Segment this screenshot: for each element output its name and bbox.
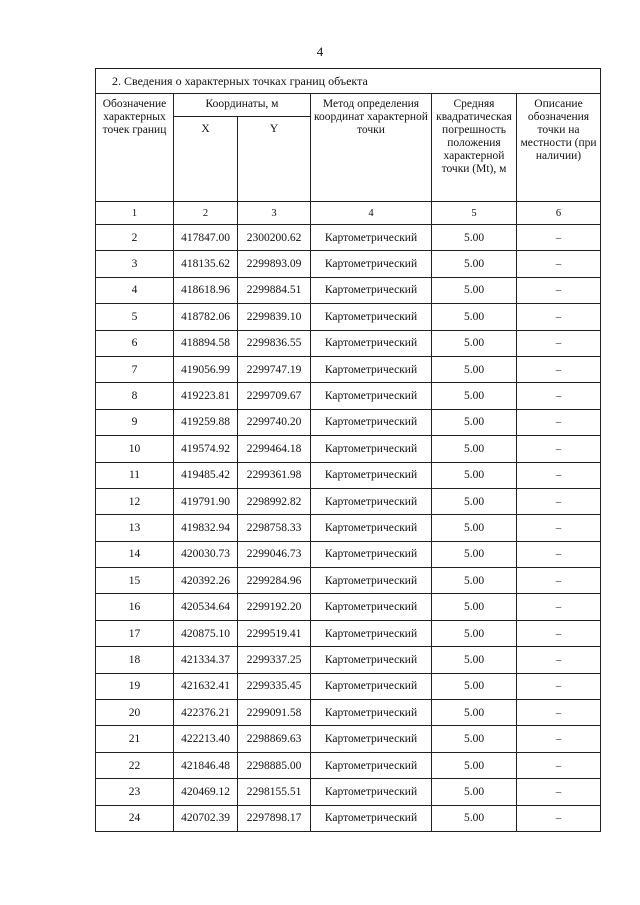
description-cell: – [517, 700, 601, 726]
table-row [96, 251, 601, 277]
table-row [96, 304, 601, 330]
description-cell: – [517, 515, 601, 541]
point-number-cell: 22 [96, 752, 174, 778]
coordinate-y-cell: 2298885.00 [238, 752, 311, 778]
error-cell: 5.00 [432, 726, 517, 752]
description-cell: – [517, 356, 601, 382]
column-number: 2 [174, 202, 238, 225]
header-designation: Обозначение характерных точек границ [96, 94, 174, 202]
coordinate-y-cell: 2298992.82 [238, 488, 311, 514]
header-error: Средняя квадратическая погрешность положения характерной точки (Mt), м [432, 94, 517, 202]
coordinate-x-cell: 417847.00 [174, 225, 238, 251]
point-number-cell: 17 [96, 620, 174, 646]
coordinate-y-cell: 2298155.51 [238, 779, 311, 805]
header-y: Y [238, 117, 311, 202]
method-cell: Картометрический [311, 620, 432, 646]
method-cell: Картометрический [311, 304, 432, 330]
table-row [96, 647, 601, 673]
description-cell: – [517, 805, 601, 831]
column-number: 6 [517, 202, 601, 225]
table-row [96, 700, 601, 726]
point-number-cell: 19 [96, 673, 174, 699]
error-cell: 5.00 [432, 330, 517, 356]
point-number-cell: 12 [96, 488, 174, 514]
coordinate-y-cell: 2300200.62 [238, 225, 311, 251]
error-cell: 5.00 [432, 225, 517, 251]
coordinate-y-cell: 2299284.96 [238, 568, 311, 594]
coordinate-x-cell: 421846.48 [174, 752, 238, 778]
method-cell: Картометрический [311, 330, 432, 356]
coordinate-y-cell: 2299464.18 [238, 436, 311, 462]
method-cell: Картометрический [311, 779, 432, 805]
table-row [96, 779, 601, 805]
table-row [96, 673, 601, 699]
coordinate-x-cell: 419223.81 [174, 383, 238, 409]
description-cell: – [517, 383, 601, 409]
error-cell: 5.00 [432, 779, 517, 805]
description-cell: – [517, 251, 601, 277]
description-cell: – [517, 594, 601, 620]
description-cell: – [517, 330, 601, 356]
coordinate-x-cell: 420469.12 [174, 779, 238, 805]
point-number-cell: 14 [96, 541, 174, 567]
coordinate-y-cell: 2299091.58 [238, 700, 311, 726]
coordinate-x-cell: 419485.42 [174, 462, 238, 488]
table-row [96, 515, 601, 541]
method-cell: Картометрический [311, 594, 432, 620]
table-row [96, 409, 601, 435]
coordinate-y-cell: 2299893.09 [238, 251, 311, 277]
description-cell: – [517, 462, 601, 488]
description-cell: – [517, 277, 601, 303]
point-number-cell: 11 [96, 462, 174, 488]
error-cell: 5.00 [432, 568, 517, 594]
column-number: 3 [238, 202, 311, 225]
description-cell: – [517, 620, 601, 646]
error-cell: 5.00 [432, 488, 517, 514]
description-cell: – [517, 488, 601, 514]
point-number-cell: 9 [96, 409, 174, 435]
coordinate-y-cell: 2299192.20 [238, 594, 311, 620]
table-row [96, 726, 601, 752]
point-number-cell: 2 [96, 225, 174, 251]
error-cell: 5.00 [432, 647, 517, 673]
error-cell: 5.00 [432, 805, 517, 831]
method-cell: Картометрический [311, 647, 432, 673]
description-cell: – [517, 779, 601, 805]
coordinate-x-cell: 422376.21 [174, 700, 238, 726]
coordinate-x-cell: 419791.90 [174, 488, 238, 514]
coordinate-x-cell: 419259.88 [174, 409, 238, 435]
error-cell: 5.00 [432, 277, 517, 303]
coordinate-x-cell: 420030.73 [174, 541, 238, 567]
coordinate-x-cell: 418894.58 [174, 330, 238, 356]
method-cell: Картометрический [311, 488, 432, 514]
method-cell: Картометрический [311, 541, 432, 567]
description-cell: – [517, 673, 601, 699]
coordinate-x-cell: 421334.37 [174, 647, 238, 673]
description-cell: – [517, 647, 601, 673]
error-cell: 5.00 [432, 752, 517, 778]
section-title: 2. Сведения о характерных точках границ объекта [96, 69, 601, 94]
description-cell: – [517, 726, 601, 752]
header-description: Описание обозначения точки на местности (при наличии) [517, 94, 601, 202]
description-cell: – [517, 409, 601, 435]
table-row [96, 462, 601, 488]
point-number-cell: 7 [96, 356, 174, 382]
point-number-cell: 18 [96, 647, 174, 673]
error-cell: 5.00 [432, 700, 517, 726]
boundary-points-table [95, 68, 601, 832]
coordinate-x-cell: 418782.06 [174, 304, 238, 330]
table-row [96, 383, 601, 409]
method-cell: Картометрический [311, 726, 432, 752]
error-cell: 5.00 [432, 620, 517, 646]
coordinate-y-cell: 2299747.19 [238, 356, 311, 382]
description-cell: – [517, 436, 601, 462]
column-number: 5 [432, 202, 517, 225]
error-cell: 5.00 [432, 541, 517, 567]
method-cell: Картометрический [311, 515, 432, 541]
header-coordinates: Координаты, м [174, 94, 311, 117]
table-row [96, 356, 601, 382]
coordinate-y-cell: 2299836.55 [238, 330, 311, 356]
error-cell: 5.00 [432, 409, 517, 435]
column-number: 4 [311, 202, 432, 225]
header-method: Метод определения координат характерной точки [311, 94, 432, 202]
coordinate-y-cell: 2298758.33 [238, 515, 311, 541]
coordinate-x-cell: 419832.94 [174, 515, 238, 541]
method-cell: Картометрический [311, 673, 432, 699]
method-cell: Картометрический [311, 356, 432, 382]
coordinate-x-cell: 422213.40 [174, 726, 238, 752]
column-number-row [96, 202, 601, 225]
error-cell: 5.00 [432, 462, 517, 488]
point-number-cell: 20 [96, 700, 174, 726]
coordinate-y-cell: 2299709.67 [238, 383, 311, 409]
point-number-cell: 10 [96, 436, 174, 462]
point-number-cell: 4 [96, 277, 174, 303]
coordinate-y-cell: 2299335.45 [238, 673, 311, 699]
header-x: X [174, 117, 238, 202]
error-cell: 5.00 [432, 251, 517, 277]
error-cell: 5.00 [432, 304, 517, 330]
table-row [96, 752, 601, 778]
table-row [96, 277, 601, 303]
point-number-cell: 16 [96, 594, 174, 620]
point-number-cell: 21 [96, 726, 174, 752]
error-cell: 5.00 [432, 515, 517, 541]
error-cell: 5.00 [432, 356, 517, 382]
point-number-cell: 24 [96, 805, 174, 831]
table-row [96, 541, 601, 567]
coordinate-x-cell: 418135.62 [174, 251, 238, 277]
coordinate-y-cell: 2299361.98 [238, 462, 311, 488]
coordinate-y-cell: 2299740.20 [238, 409, 311, 435]
error-cell: 5.00 [432, 383, 517, 409]
coordinate-x-cell: 419574.92 [174, 436, 238, 462]
coordinate-x-cell: 420534.64 [174, 594, 238, 620]
coordinate-x-cell: 419056.99 [174, 356, 238, 382]
point-number-cell: 15 [96, 568, 174, 594]
description-cell: – [517, 541, 601, 567]
table-row [96, 568, 601, 594]
error-cell: 5.00 [432, 436, 517, 462]
point-number-cell: 23 [96, 779, 174, 805]
description-cell: – [517, 752, 601, 778]
coordinate-y-cell: 2299519.41 [238, 620, 311, 646]
coordinate-y-cell: 2299046.73 [238, 541, 311, 567]
method-cell: Картометрический [311, 383, 432, 409]
method-cell: Картометрический [311, 462, 432, 488]
table-row [96, 488, 601, 514]
method-cell: Картометрический [311, 805, 432, 831]
coordinate-y-cell: 2297898.17 [238, 805, 311, 831]
coordinate-x-cell: 420875.10 [174, 620, 238, 646]
table-row [96, 594, 601, 620]
method-cell: Картометрический [311, 277, 432, 303]
method-cell: Картометрический [311, 251, 432, 277]
point-number-cell: 8 [96, 383, 174, 409]
column-number: 1 [96, 202, 174, 225]
table-row [96, 225, 601, 251]
description-cell: – [517, 304, 601, 330]
coordinate-y-cell: 2299839.10 [238, 304, 311, 330]
coordinate-x-cell: 421632.41 [174, 673, 238, 699]
coordinate-x-cell: 418618.96 [174, 277, 238, 303]
page-number: 4 [316, 44, 324, 59]
table-row [96, 436, 601, 462]
table-row [96, 330, 601, 356]
method-cell: Картометрический [311, 225, 432, 251]
point-number-cell: 13 [96, 515, 174, 541]
coordinate-x-cell: 420392.26 [174, 568, 238, 594]
error-cell: 5.00 [432, 594, 517, 620]
method-cell: Картометрический [311, 568, 432, 594]
point-number-cell: 6 [96, 330, 174, 356]
method-cell: Картометрический [311, 700, 432, 726]
coordinate-y-cell: 2299337.25 [238, 647, 311, 673]
description-cell: – [517, 225, 601, 251]
table-row [96, 620, 601, 646]
description-cell: – [517, 568, 601, 594]
method-cell: Картометрический [311, 436, 432, 462]
method-cell: Картометрический [311, 409, 432, 435]
error-cell: 5.00 [432, 673, 517, 699]
method-cell: Картометрический [311, 752, 432, 778]
point-number-cell: 5 [96, 304, 174, 330]
coordinate-x-cell: 420702.39 [174, 805, 238, 831]
point-number-cell: 3 [96, 251, 174, 277]
coordinate-y-cell: 2299884.51 [238, 277, 311, 303]
table-row [96, 805, 601, 831]
coordinate-y-cell: 2298869.63 [238, 726, 311, 752]
